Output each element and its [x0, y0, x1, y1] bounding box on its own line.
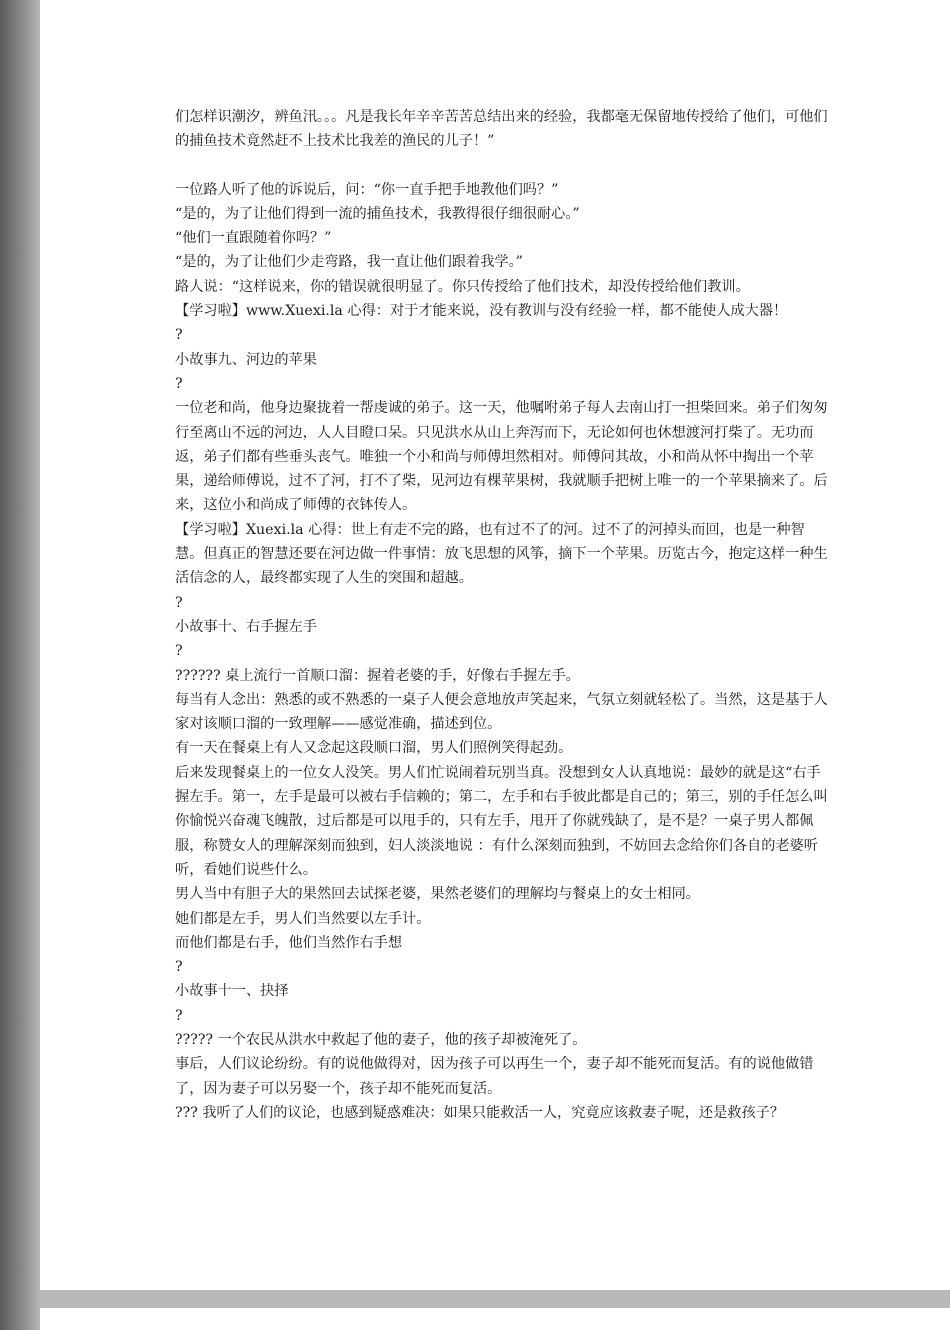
text-line: “是的，为了让他们得到一流的捕鱼技术，我教得很仔细很耐心。”: [175, 205, 580, 222]
text-line: 一位路人听了他的诉说后，问：“你一直手把手地教他们吗？”: [175, 181, 559, 198]
story-paragraph: 有一天在餐桌上有人又念起这段顺口溜，男人们照例笑得起劲。: [175, 740, 573, 757]
story-heading: 小故事十、右手握左手: [175, 618, 317, 635]
story-paragraph: 她们都是左手，男人们当然要以左手计。: [175, 910, 431, 927]
document-page: [175, 105, 830, 1125]
story-paragraph: 男人当中有胆子大的果然回去试探老婆，果然老婆们的理解均与餐桌上的女士相同。: [175, 886, 700, 903]
story-paragraph: ????? 一个农民从洪水中救起了他的妻子，他的孩子却被淹死了。: [175, 1031, 587, 1048]
commentary-paragraph: 【学习啦】Xuexi.la 心得：世上有走不完的路，也有过不了的河。过不了的河掉头而回，也是一种智慧。但真正的智慧还要在河边做一件事情：放飞思想的风筝，摘下一个苹果。历览古今，抱定这样一种生活信念的人，最终都实现了人生的突围和超越。: [175, 521, 828, 587]
story-paragraph: ?????? 桌上流行一首顺口溜：握着老婆的手，好像右手握左手。: [175, 667, 580, 684]
commentary-paragraph: 【学习啦】www.Xuexi.la 心得：对于才能来说，没有教训与没有经验一样，都不能使人成大器！: [175, 303, 788, 320]
story-paragraph: 每当有人念出：熟悉的或不熟悉的一桌子人便会意地放声笑起来，气氛立刻就轻松了。当然，这是基于人家对该顺口溜的一致理解——感觉准确，描述到位。: [175, 691, 828, 733]
page-bottom-bar: [40, 1290, 950, 1308]
separator-mark: ?: [175, 1007, 183, 1024]
text-line: 路人说：“这样说来，你的错误就很明显了。你只传授给了他们技术，却没传授给他们教训。: [175, 278, 750, 295]
story-heading: 小故事九、河边的苹果: [175, 351, 317, 368]
story-heading: 小故事十一、抉择: [175, 983, 289, 1000]
separator-mark: ?: [175, 643, 183, 660]
separator-mark: ?: [175, 594, 183, 611]
story-paragraph: 事后，人们议论纷纷。有的说他做得对，因为孩子可以再生一个，妻子却不能死而复活。有的说他做错了，因为妻子可以另娶一个，孩子却不能死而复活。: [175, 1056, 814, 1097]
story-paragraph: 一位老和尚，他身边聚拢着一帮虔诚的弟子。这一天，他嘱咐弟子每人去南山打一担柴回来。弟子们匆匆行至离山不远的河边，人人目瞪口呆。只见洪水从山上奔泻而下，无论如何也休想渡河打柴了。无功而返，弟子们都有些垂头丧气。唯独一个小和尚与师傅坦然相对。师傅问其故，小和尚从怀中掏出一个苹果，递给师傅说，过不了河，打不了柴，见河边有棵苹果树，我就顺手把树上唯一的一个苹果摘来了。后来，这位小和尚成了师傅的衣钵传人。: [175, 400, 828, 514]
text-line: “他们一直跟随着你吗？”: [175, 230, 332, 247]
separator-mark: ?: [175, 327, 183, 344]
separator-mark: ?: [175, 959, 183, 976]
separator-mark: ?: [175, 375, 183, 392]
story-paragraph: 后来发现餐桌上的一位女人没笑。男人们忙说闹着玩别当真。没想到女人认真地说：最妙的就是这“右手握左手。第一，左手是最可以被右手信赖的；第二，左手和右手彼此都是自己的；第三，别的手任怎么叫你愉悦兴奋魂飞魄散，过后都是可以甩手的，只有左手，甩开了你就残缺了，是不是？一桌子男人都佩服，称赞女人的理解深刻而独到，妇人淡淡地说 ：有什么深刻而独到，不妨回去念给你们各自的老婆听听，看她们说些什么。: [175, 764, 828, 878]
text-line: 们怎样识潮汐，辨鱼汛。。。凡是我长年辛辛苦苦总结出来的经验，我都毫无保留地传授给了他们，可他们的捕鱼技术竟然赶不上技术比我差的渔民的儿子！”: [175, 109, 828, 150]
text-line: “是的，为了让他们少走弯路，我一直让他们跟着我学。”: [175, 254, 523, 271]
story-paragraph: ??? 我听了人们的议论，也感到疑惑难决：如果只能救活一人，究竟应该救妻子呢，还是救孩子？: [175, 1104, 785, 1121]
page-left-margin-bar: [0, 0, 40, 1330]
story-paragraph: 而他们都是右手，他们当然作右手想: [175, 934, 403, 951]
blank-line: [175, 154, 830, 178]
